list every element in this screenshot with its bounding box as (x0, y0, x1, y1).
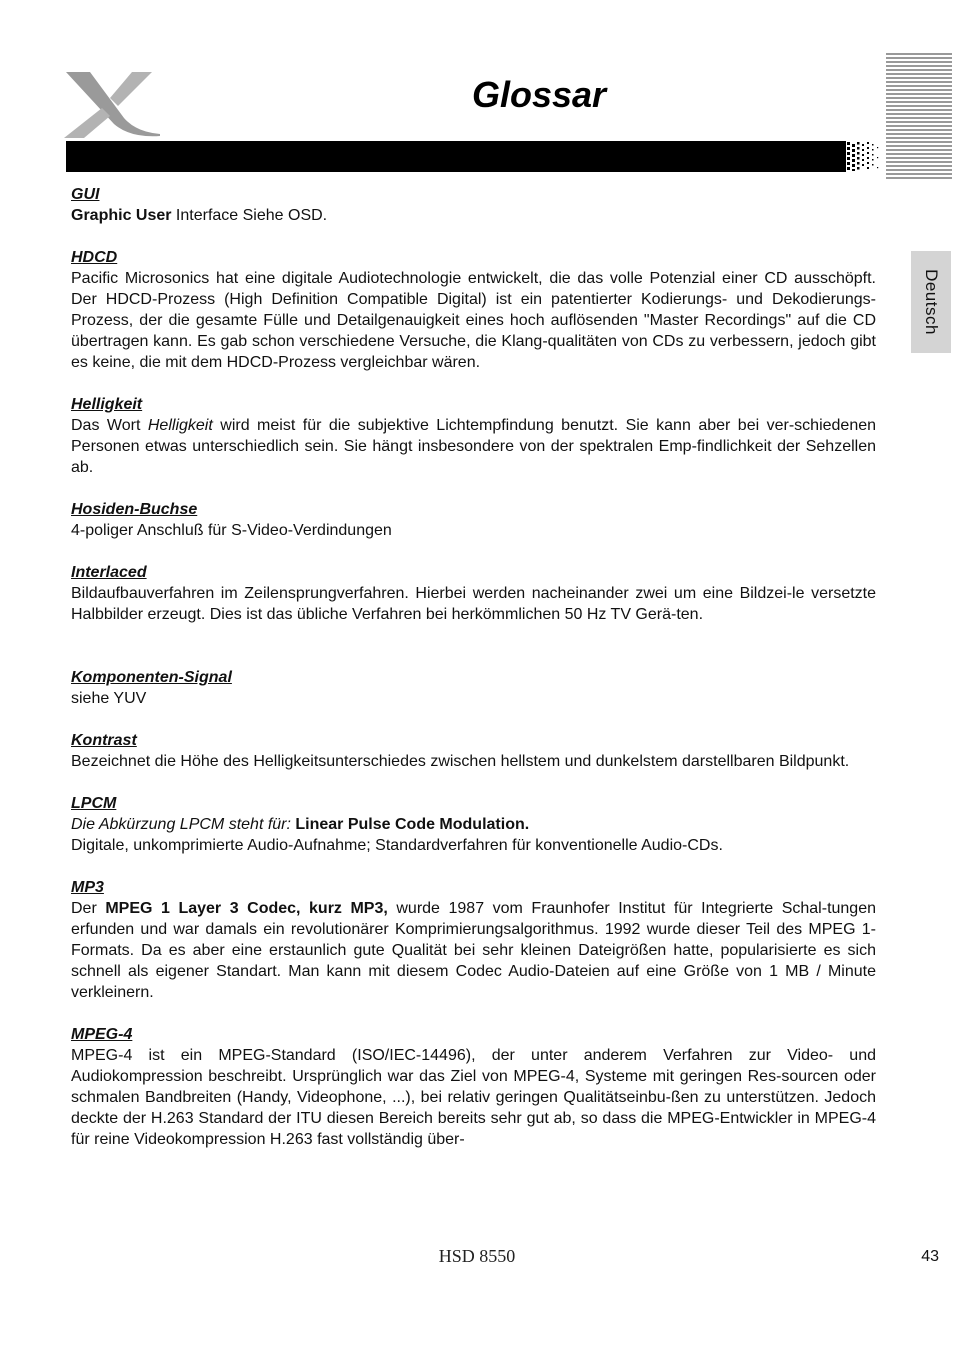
header-bar (66, 141, 880, 172)
glossary-term: GUI (71, 186, 100, 203)
glossary-definition-line: Digitale, unkomprimierte Audio-Aufnahme; Standardverfahren für konventionelle Audio-CDs. (71, 837, 723, 854)
glossary-entry-mp3 (71, 877, 876, 1003)
glossary-entry-interlaced (71, 562, 876, 625)
footer-model-name: HSD 8550 (438, 1246, 516, 1266)
glossary-content (71, 184, 876, 1171)
language-tab (911, 251, 951, 353)
glossary-entry-kontrast (71, 730, 876, 772)
glossary-definition: Pacific Microsonics hat eine digitale Audiotechnologie entwickelt, die das volle Potenzial einer CD ausschöpft. Der HDCD-Prozess (High Definition Compatible Digital) ist ein patentierter Kodierungs- und Dekodierungs-Prozess, der die gesamte Fülle und Detailgenauigkeit eines hoch auflösenden "Master Recordings" auf die CD übertragen kann. Es gab schon verschiedene Versuche, die Klang-qualitäten von CDs zu verbessern, jedoch gibt es keine, die mit dem HDCD-Prozess vergleichbar wären. (71, 270, 876, 371)
glossary-definition: Graphic User Interface Siehe OSD. (71, 207, 328, 224)
halftone-dots-icon (836, 141, 884, 172)
glossary-term: MP3 (71, 879, 104, 896)
decorative-stripes-icon (886, 52, 952, 182)
glossary-definition: Bezeichnet die Höhe des Helligkeitsunterschiedes zwischen hellstem und dunkelstem darstellbaren Bildpunkt. (71, 753, 850, 770)
glossary-definition: 4-poliger Anschluß für S-Video-Verdindungen (71, 522, 392, 539)
glossary-term: Interlaced (71, 564, 147, 581)
glossary-definition: siehe YUV (71, 690, 147, 707)
glossary-definition: MPEG-4 ist ein MPEG-Standard (ISO/IEC-14496), der unter anderem Verfahren zur Video- und Audiokompression beschreibt. Ursprünglich war das Ziel von MPEG-4, Systeme mit geringen Res-sourcen oder schmalen Bandbreiten (Handy, Videophone, ...), bei relativ geringen Qualitätseinbu-ßen zu unterstützen. Jedoch deckte der H.263 Standard der ITU diesen Bereich bereits sehr gut ab, so dass die MPEG-Entwickler in MPEG-4 für reine Videokompression H.263 fast vollständig über- (71, 1047, 876, 1148)
glossary-definition: Bildaufbauverfahren im Zeilensprungverfahren. Hierbei werden nacheinander zwei um eine Bildzei-le versetzte Halbbilder erzeugt. Dies ist das übliche Verfahren bei herkömmlichen 50 Hz TV Gerä-ten. (71, 585, 876, 623)
page-title: Glossar (471, 74, 607, 115)
glossary-term: Helligkeit (71, 396, 143, 413)
glossary-term: Hosiden-Buchse (71, 501, 198, 518)
page-number: 43 (921, 1248, 939, 1265)
language-tab-label: Deutsch (922, 269, 941, 335)
glossary-definition: Das Wort Helligkeit wird meist für die subjektive Lichtempfindung benutzt. Sie kann aber bei ver-schiedenen Personen etwas unterschiedlich sein. Sie hängt insbesondere von der spektralen Emp-findlichkeit der Sehzellen ab. (71, 417, 877, 476)
glossary-term: LPCM (71, 795, 117, 812)
glossary-entry-hdcd (71, 247, 876, 373)
glossary-term: HDCD (71, 249, 118, 266)
glossary-entry-mpeg-4 (71, 1024, 876, 1150)
glossary-entry-komponenten-signal (71, 667, 876, 709)
glossary-definition: Die Abkürzung LPCM steht für: Linear Pulse Code Modulation. (71, 816, 530, 833)
glossary-entry-helligkeit (71, 394, 876, 478)
glossary-term: Komponenten-Signal (71, 669, 232, 686)
glossary-term: Kontrast (71, 732, 137, 749)
glossary-entry-gui (71, 184, 876, 226)
glossary-entry-lpcm (71, 793, 876, 856)
glossary-entry-hosiden-buchse (71, 499, 876, 541)
glossary-term: MPEG-4 (71, 1026, 133, 1043)
glossary-definition: Der MPEG 1 Layer 3 Codec, kurz MP3, wurde 1987 vom Fraunhofer Institut für Integrierte Schal-tungen erfunden und war damals ein revolutionärer Komprimierungsalgorithmus. 1992 wurde dieser Teil des MPEG 1-Formats. Da es aber eine erstaunlich gute Qualität bei sehr kleinen Dateigrößen hatte, popularisierte es sich schnell als eigener Standart. Man kann mit diesem Codec Audio-Dateien auf eine Größe von 1 MB / Minute verkleinern. (71, 900, 877, 1001)
